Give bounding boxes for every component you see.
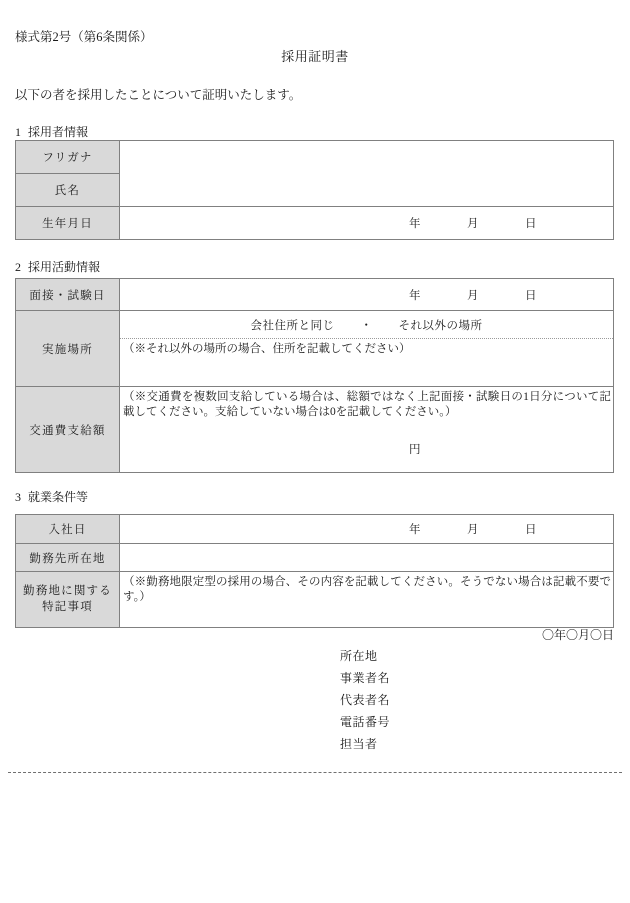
section-number-3: 3 xyxy=(15,490,21,504)
section-title-2: 採用活動情報 xyxy=(28,260,101,274)
section-title-3: 就業条件等 xyxy=(28,490,89,504)
venue-note: （※それ以外の場所の場合、住所を記載してください） xyxy=(123,343,411,355)
signature-date[interactable]: 〇年〇月〇日 xyxy=(541,628,614,642)
label-workplace-remarks xyxy=(16,572,120,628)
table-row xyxy=(16,311,614,387)
input-furigana-name[interactable] xyxy=(120,141,614,207)
section-heading-1 xyxy=(15,126,88,138)
month-marker: 月 xyxy=(467,218,479,230)
label-interview-date: 面接・試験日 xyxy=(16,279,120,311)
venue-option-other[interactable]: それ以外の場所 xyxy=(398,320,483,332)
venue-options[interactable] xyxy=(120,311,613,339)
label-hire-date: 入社日 xyxy=(16,515,120,544)
table-row xyxy=(16,572,614,628)
table-row xyxy=(16,515,614,544)
table-row xyxy=(16,279,614,311)
month-marker: 月 xyxy=(467,289,479,302)
table-row xyxy=(16,387,614,473)
label-name: 氏名 xyxy=(16,174,120,207)
label-fare: 交通費支給額 xyxy=(16,387,120,473)
input-workplace-address[interactable] xyxy=(120,544,614,572)
cut-line-divider xyxy=(8,772,622,773)
year-marker: 年 xyxy=(409,289,421,302)
section-heading-2 xyxy=(15,261,100,273)
input-hire-date[interactable] xyxy=(120,515,614,544)
section-title-1: 採用者情報 xyxy=(28,125,89,139)
input-birthdate[interactable] xyxy=(120,207,614,240)
lead-statement: 以下の者を採用したことについて証明いたします。 xyxy=(15,88,302,102)
signature-field-business-name[interactable]: 事業者名 xyxy=(340,671,391,685)
venue-option-separator: ・ xyxy=(360,320,373,332)
day-marker: 日 xyxy=(525,289,537,302)
table-employment-conditions xyxy=(15,514,614,628)
day-marker: 日 xyxy=(525,218,537,230)
form-number: 様式第2号（第6条関係） xyxy=(15,30,153,44)
label-venue: 実施場所 xyxy=(16,311,120,387)
currency-unit-yen: 円 xyxy=(409,444,421,457)
year-marker: 年 xyxy=(409,524,421,536)
label-workplace-remarks-line2: 特記事項 xyxy=(42,600,93,613)
table-row xyxy=(16,544,614,572)
signature-field-representative-name[interactable]: 代表者名 xyxy=(340,693,391,707)
venue-option-same[interactable]: 会社住所と同じ xyxy=(250,320,335,332)
label-furigana: フリガナ xyxy=(16,141,120,174)
month-marker: 月 xyxy=(467,524,479,536)
date-placeholder-birth xyxy=(120,207,613,239)
table-recruitment-activity xyxy=(15,278,614,473)
table-row xyxy=(16,207,614,240)
section-number-1: 1 xyxy=(15,125,21,139)
day-marker: 日 xyxy=(525,524,537,536)
table-applicant-info xyxy=(15,140,614,240)
input-workplace-remarks[interactable] xyxy=(120,572,614,628)
signature-field-phone-number[interactable]: 電話番号 xyxy=(340,715,391,729)
section-number-2: 2 xyxy=(15,260,21,274)
year-marker: 年 xyxy=(409,218,421,230)
section-heading-3 xyxy=(15,491,88,503)
fare-amount-area[interactable] xyxy=(120,421,613,461)
signature-field-contact-person[interactable]: 担当者 xyxy=(340,737,378,751)
document-title: 採用証明書 xyxy=(281,49,349,64)
venue-cell xyxy=(120,311,614,387)
workplace-remarks-note: （※勤務地限定型の採用の場合、その内容を記載してください。そうでない場合は記載不要です。） xyxy=(123,576,611,603)
fare-note: （※交通費を複数回支給している場合は、総額ではなく上記面接・試験日の1日分について記載してください。支給していない場合は0を記載してください。） xyxy=(123,391,611,418)
signature-block xyxy=(340,650,390,760)
label-birthdate: 生年月日 xyxy=(16,207,120,240)
input-interview-date[interactable] xyxy=(120,279,614,311)
signature-field-address[interactable]: 所在地 xyxy=(340,649,378,663)
fare-cell[interactable] xyxy=(120,387,614,473)
table-row xyxy=(16,141,614,174)
label-workplace-address: 勤務先所在地 xyxy=(16,544,120,572)
label-workplace-remarks-line1: 勤務地に関する xyxy=(23,584,112,597)
